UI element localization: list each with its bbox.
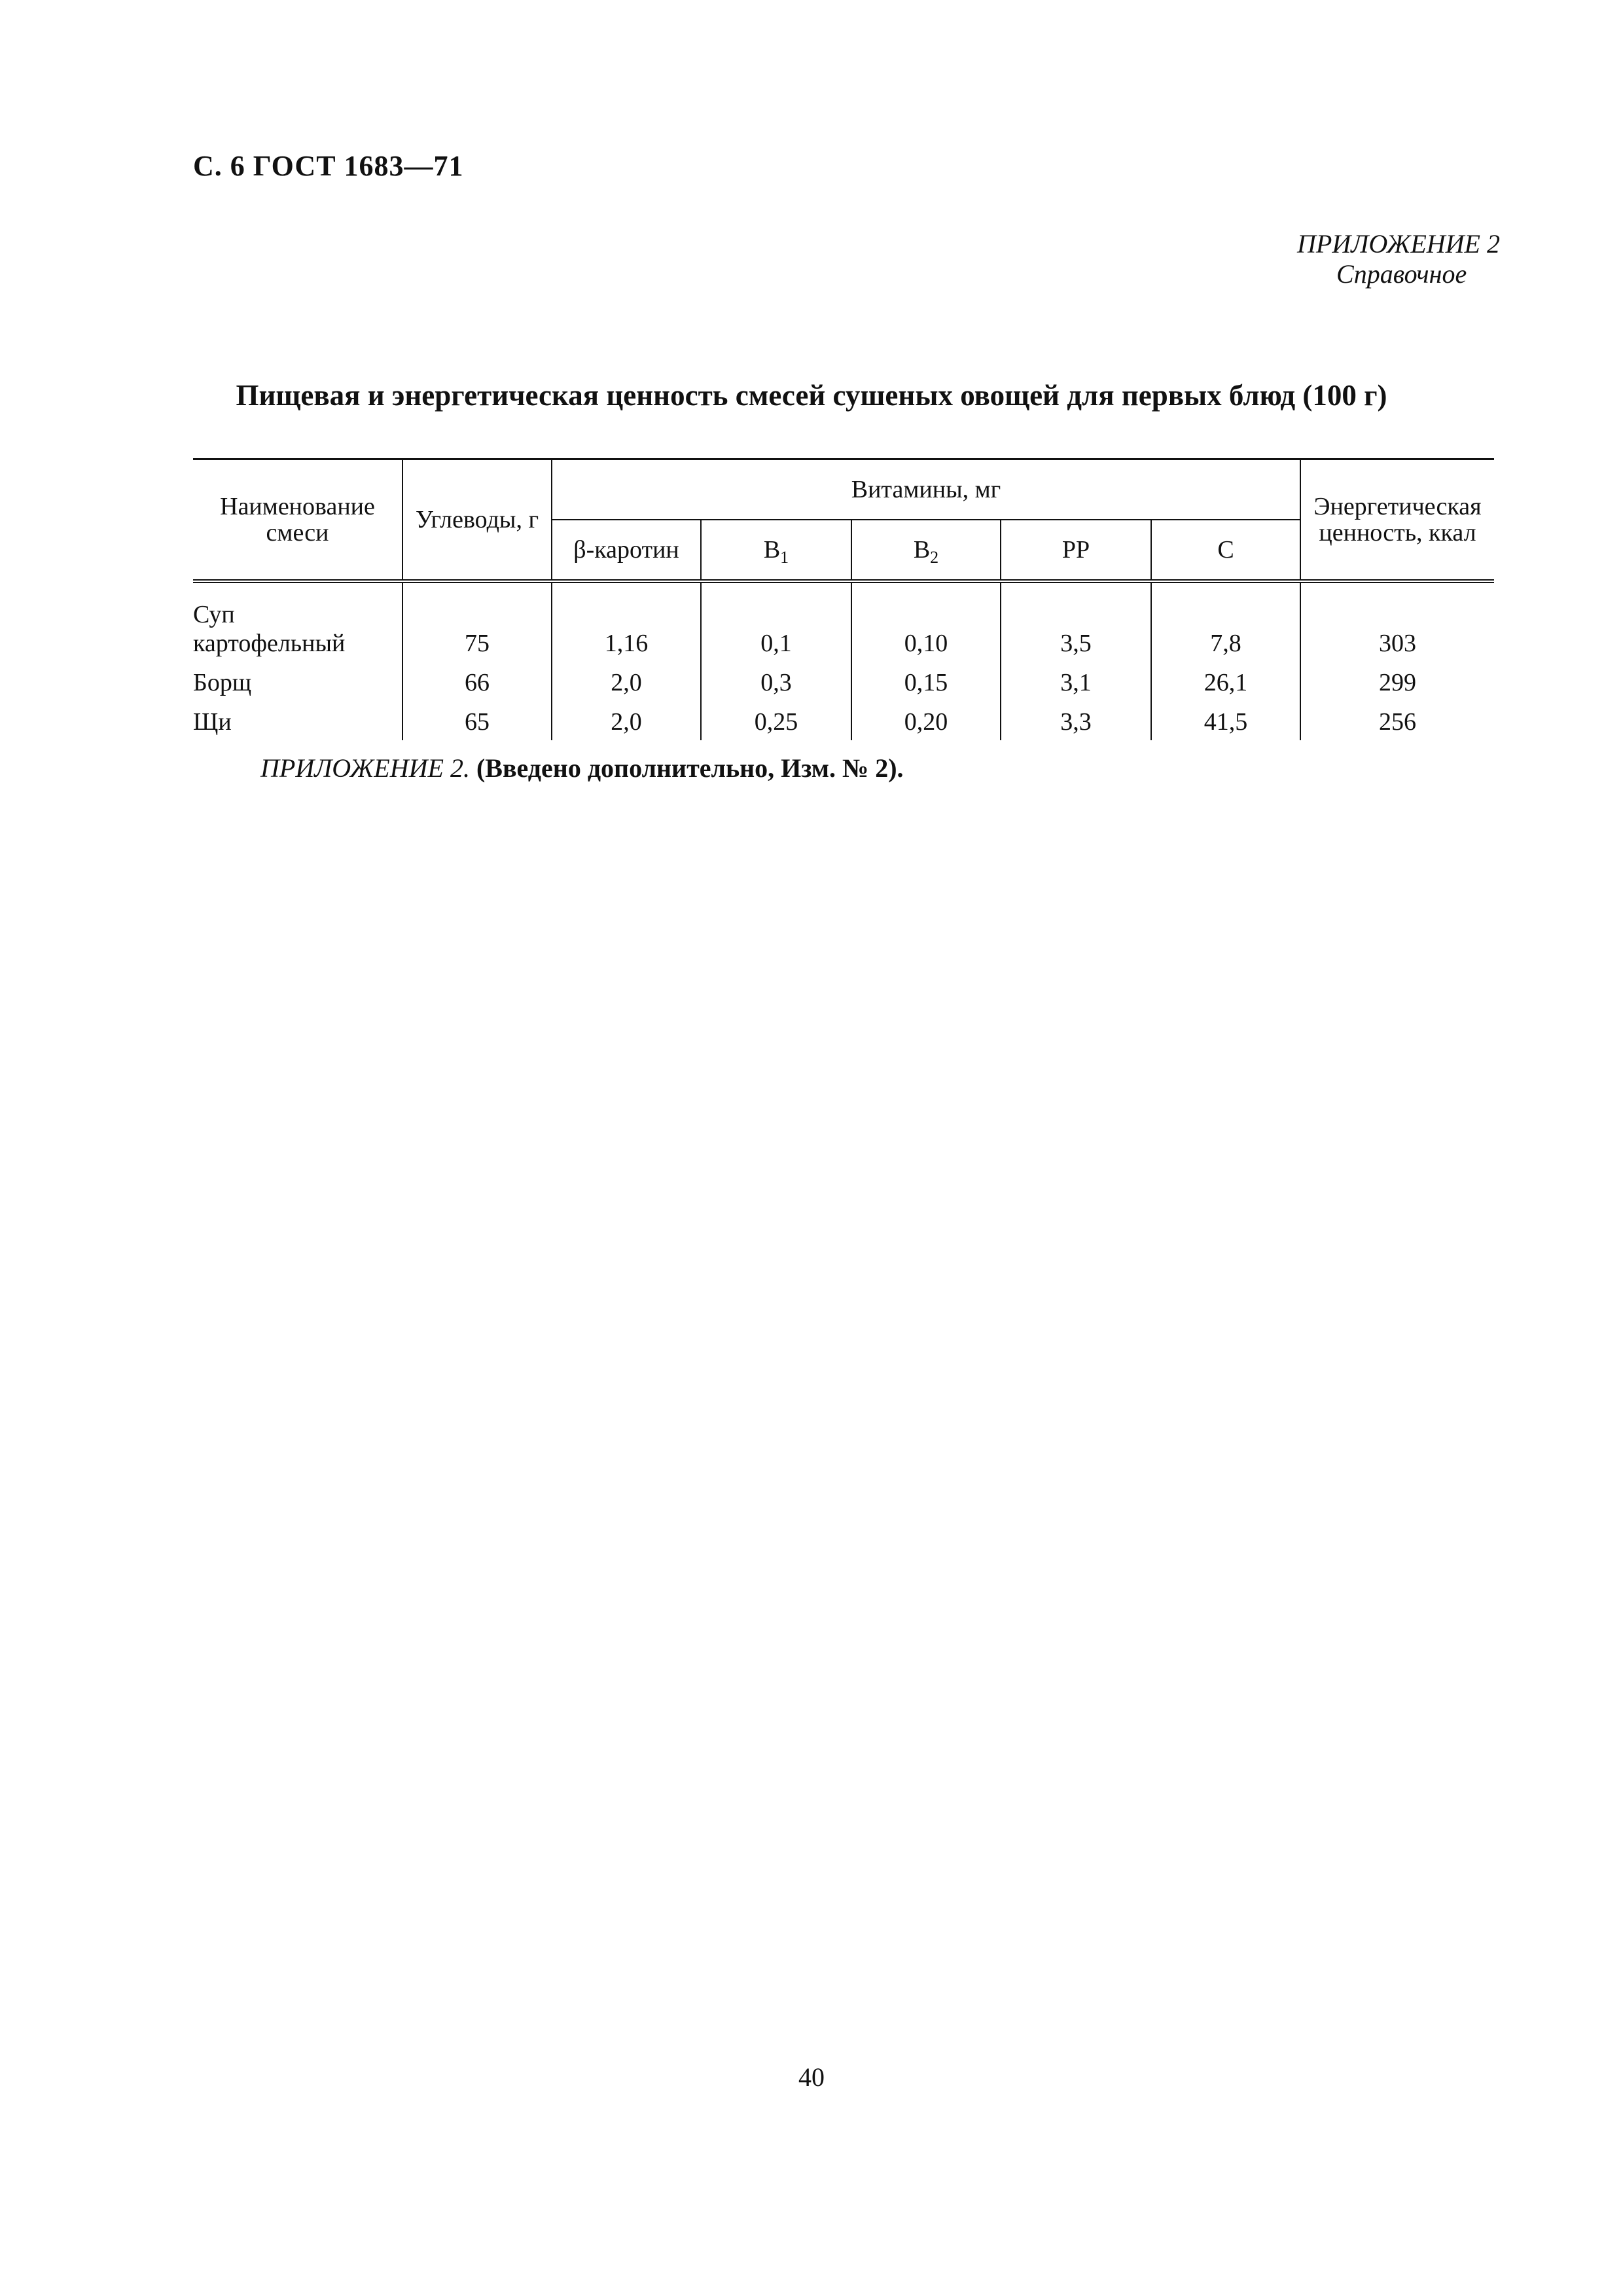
header-beta-carotene: β-каротин: [552, 520, 701, 581]
cell-mixture-name: Борщ: [193, 669, 252, 696]
cell-mixture-name: Щи: [193, 708, 232, 736]
cell-beta-carotene: 1,16: [552, 581, 701, 658]
cell-pp: 3,5: [1001, 581, 1151, 658]
cell-carbohydrates: 66: [402, 658, 552, 697]
cell-mixture-name: Суп картофельный: [193, 601, 346, 657]
cell-pp: 3,1: [1001, 658, 1151, 697]
header-c: C: [1151, 520, 1300, 581]
cell-energy: 256: [1300, 697, 1494, 740]
cell-energy: 299: [1300, 658, 1494, 697]
appendix-type: Справочное: [1336, 259, 1467, 289]
amendment-note-appendix: ПРИЛОЖЕНИЕ 2.: [260, 753, 470, 783]
cell-b1: 0,3: [701, 658, 851, 697]
amendment-note-text: (Введено дополнительно, Изм. № 2).: [476, 753, 904, 783]
cell-c: 26,1: [1151, 658, 1300, 697]
table-row: [193, 581, 1494, 658]
appendix-label: ПРИЛОЖЕНИЕ 2: [1297, 229, 1500, 259]
cell-b2: 0,15: [851, 658, 1001, 697]
header-b2: $B_2$: [851, 520, 1001, 581]
nutrition-table: [193, 458, 1494, 740]
cell-c: 7,8: [1151, 581, 1300, 658]
header-carbohydrates: Углеводы, г: [402, 459, 552, 582]
appendix-label-block: [1297, 229, 1500, 289]
cell-beta-carotene: 2,0: [552, 658, 701, 697]
cell-b2: 0,20: [851, 697, 1001, 740]
header-pp: PP: [1001, 520, 1151, 581]
cell-b1: 0,25: [701, 697, 851, 740]
header-energy-value: Энергетическая ценность, ккал: [1300, 459, 1494, 582]
header-b1: $B_1$: [701, 520, 851, 581]
cell-b2: 0,10: [851, 581, 1001, 658]
cell-pp: 3,3: [1001, 697, 1151, 740]
cell-energy: 303: [1300, 581, 1494, 658]
header-mixture-name: Наименование смеси: [193, 459, 402, 582]
table-row: [193, 697, 1494, 740]
page-number: 40: [798, 2062, 825, 2092]
header-vitamins: Витамины, мг: [552, 459, 1300, 520]
page-header: С. 6 ГОСТ 1683—71: [193, 150, 464, 182]
cell-carbohydrates: 75: [402, 581, 552, 658]
amendment-note: [260, 753, 904, 783]
cell-carbohydrates: 65: [402, 697, 552, 740]
table-title: Пищевая и энергетическая ценность смесей сушеных овощей для первых блюд (100 г): [236, 379, 1387, 412]
cell-c: 41,5: [1151, 697, 1300, 740]
table-row: [193, 658, 1494, 697]
cell-b1: 0,1: [701, 581, 851, 658]
cell-beta-carotene: 2,0: [552, 697, 701, 740]
